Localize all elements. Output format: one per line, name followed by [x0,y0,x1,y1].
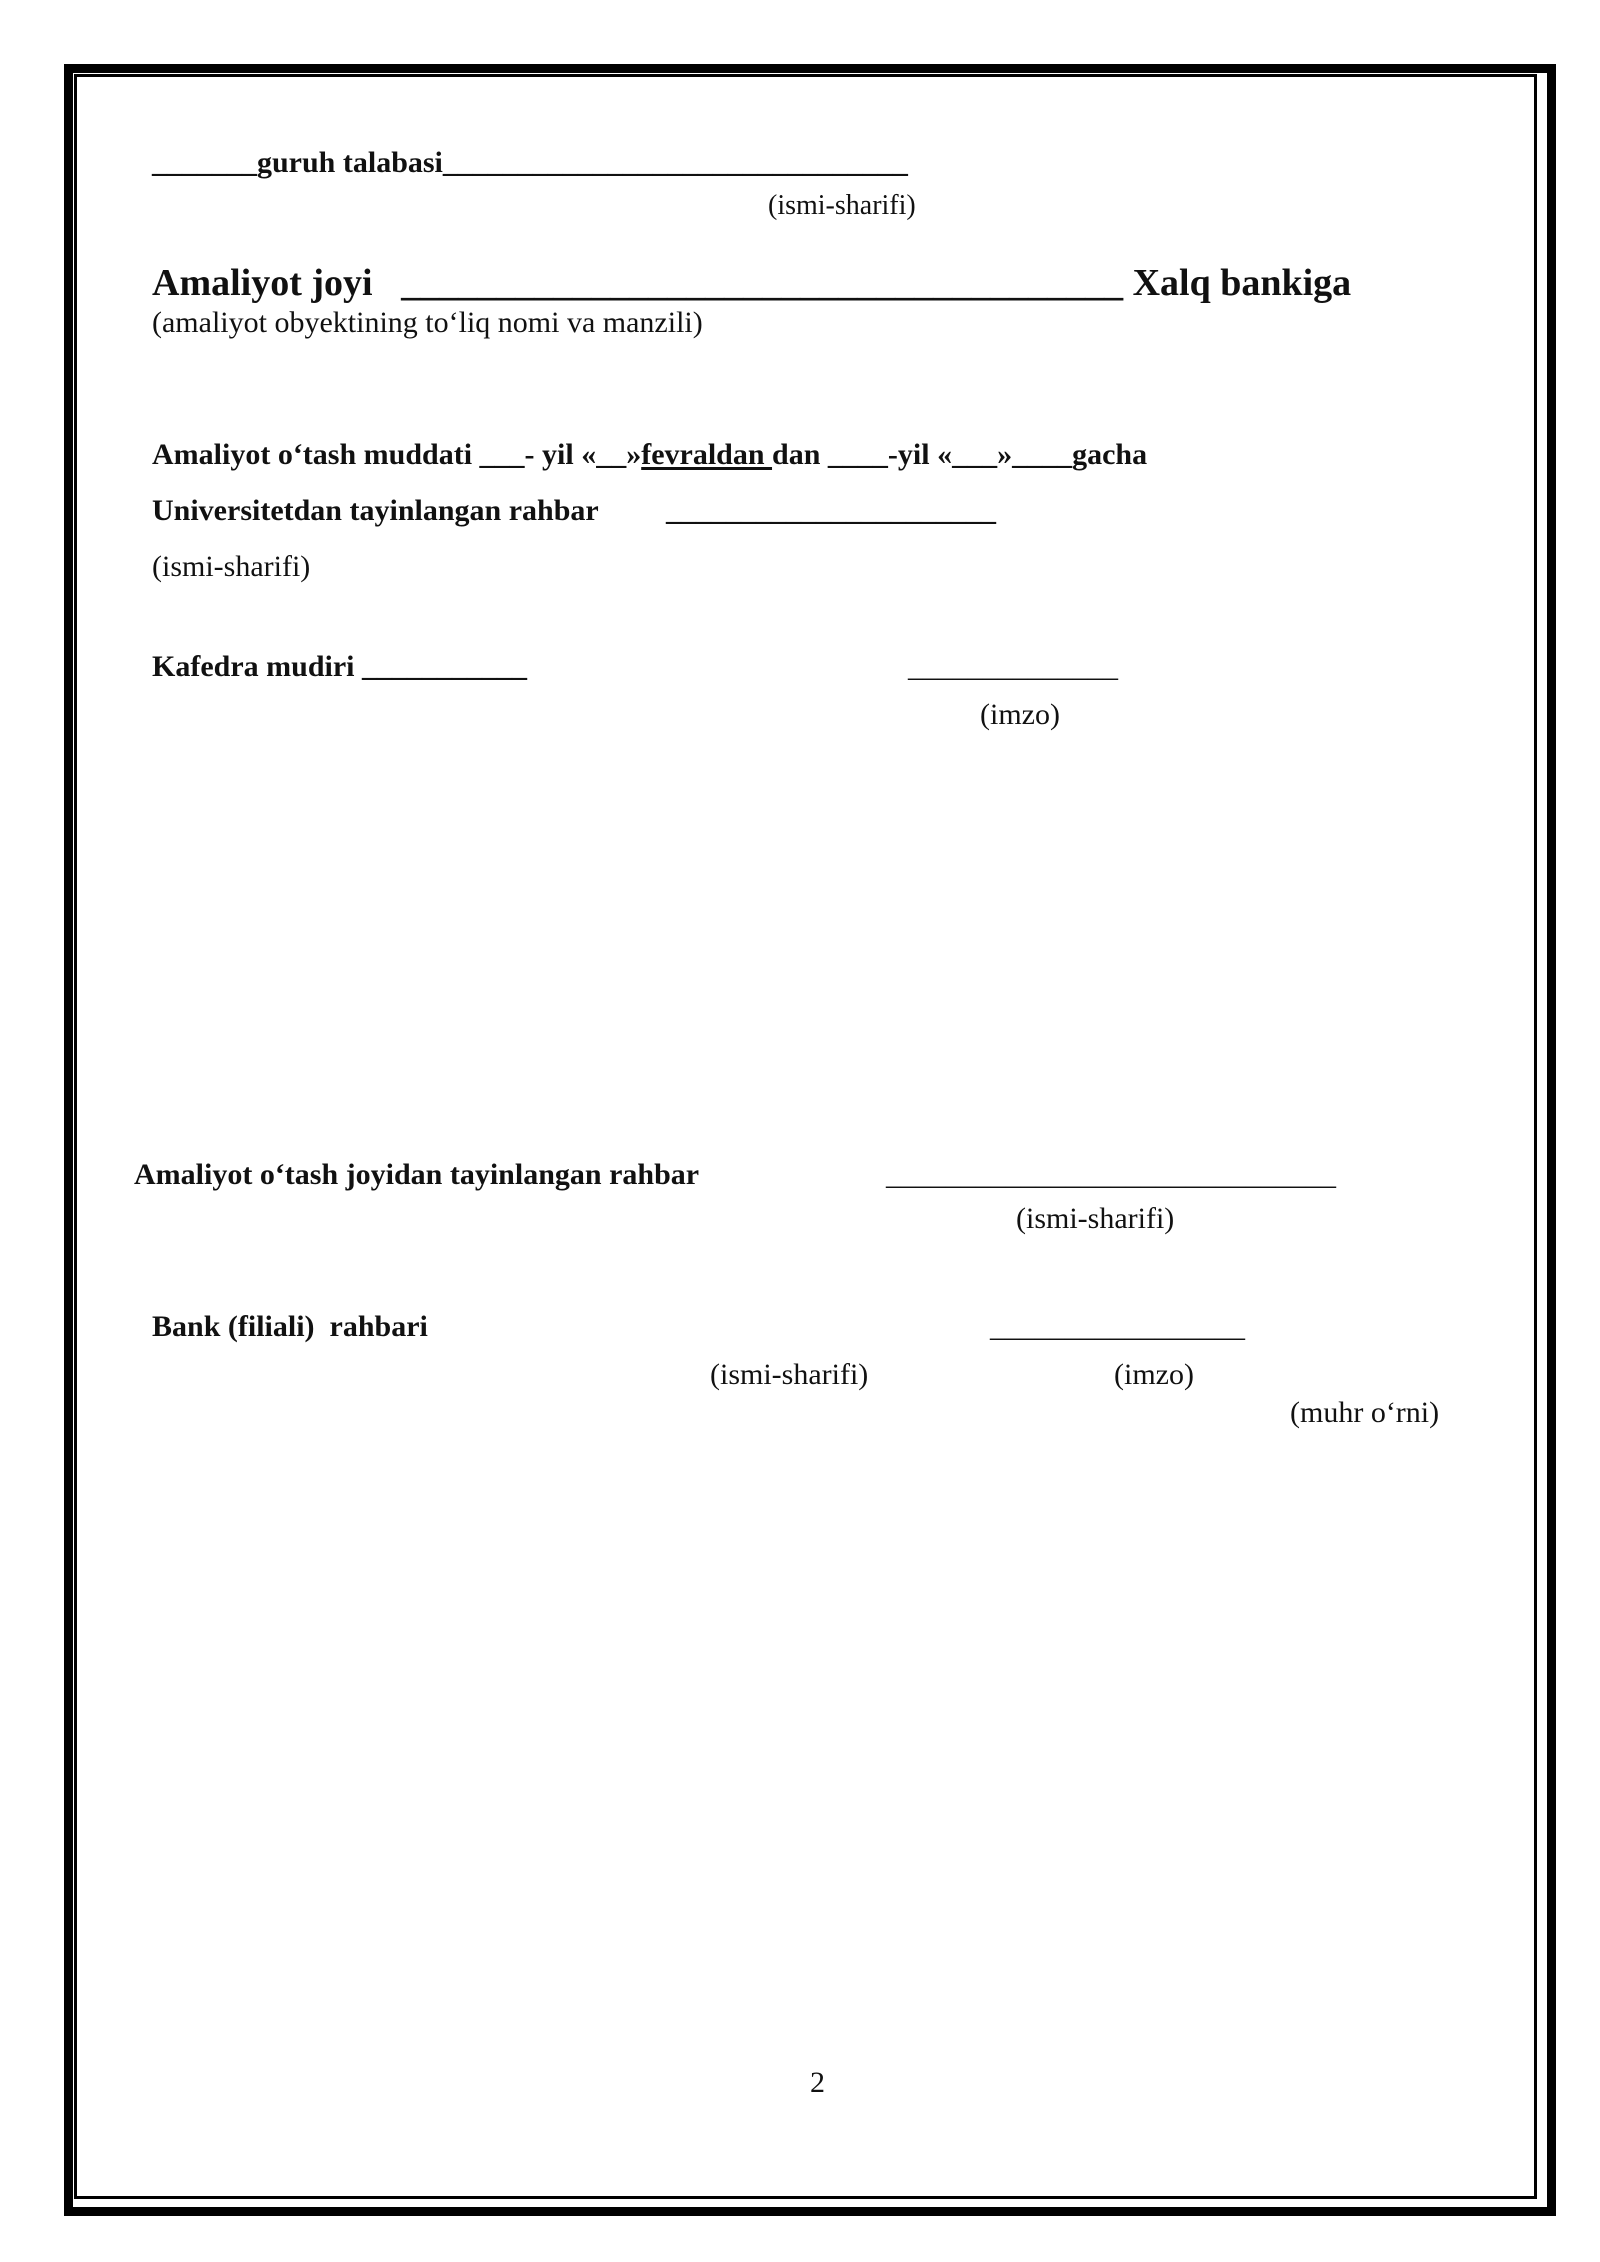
student-label: guruh talabasi [257,146,443,179]
department-head-signature-caption: (imzo) [980,698,1060,731]
workplace-supervisor-caption: (ismi-sharifi) [1016,1202,1175,1235]
start-month-value: fevraldan [641,438,773,471]
bank-head-label: Bank (filiali) rahbari [152,1310,428,1343]
bank-head-signature-caption: (imzo) [1114,1358,1194,1391]
bank-head-name-caption: (ismi-sharifi) [710,1358,869,1391]
year1-blank: ___ [479,438,525,471]
workplace-blank: ______________________________________ [401,262,1124,304]
workplace-supervisor-blank: ______________________________ [886,1158,1336,1191]
student-name-caption: (ismi-sharifi) [768,190,916,221]
year2-text: -yil « [887,438,953,471]
dan-text: dan [772,438,821,471]
day2-blank: ___ [952,438,998,471]
month2-blank: ____ [1012,438,1073,471]
day1-close: » [626,438,642,471]
gacha-text: gacha [1072,438,1148,471]
page-number: 2 [810,2066,825,2099]
group-blank: _______ [152,146,257,179]
workplace-line [152,264,1351,302]
department-head-line [152,652,527,682]
workplace-caption: (amaliyot obyektining to‘liq nomi va manzili) [152,306,703,339]
department-head-label: Kafedra mudiri [152,650,355,683]
department-head-blank: ___________ [362,650,527,683]
year1-text: - yil « [524,438,597,471]
student-group-line [152,148,908,178]
day1-blank: __ [596,438,627,471]
day2-close: » [997,438,1013,471]
workplace-label: Amaliyot joyi [152,262,373,304]
workplace-value: Xalq bankiga [1132,262,1352,304]
period-label: Amaliyot o‘tash muddati [152,438,473,471]
workplace-supervisor-label: Amaliyot o‘tash joyidan tayinlangan rahbar [134,1158,700,1191]
student-name-blank: _______________________________ [442,146,908,179]
university-supervisor-label: Universitetdan tayinlangan rahbar [152,494,599,527]
practice-period-line [152,440,1147,470]
department-head-signature-blank: ______________ [908,650,1118,683]
year2-blank: ____ [827,438,888,471]
bank-head-signature-blank: _________________ [990,1310,1245,1343]
page-border-inner [74,74,1537,2199]
stamp-place-caption: (muhr o‘rni) [1290,1396,1440,1429]
university-supervisor-caption: (ismi-sharifi) [152,550,311,583]
university-supervisor-blank: ______________________ [666,494,996,527]
